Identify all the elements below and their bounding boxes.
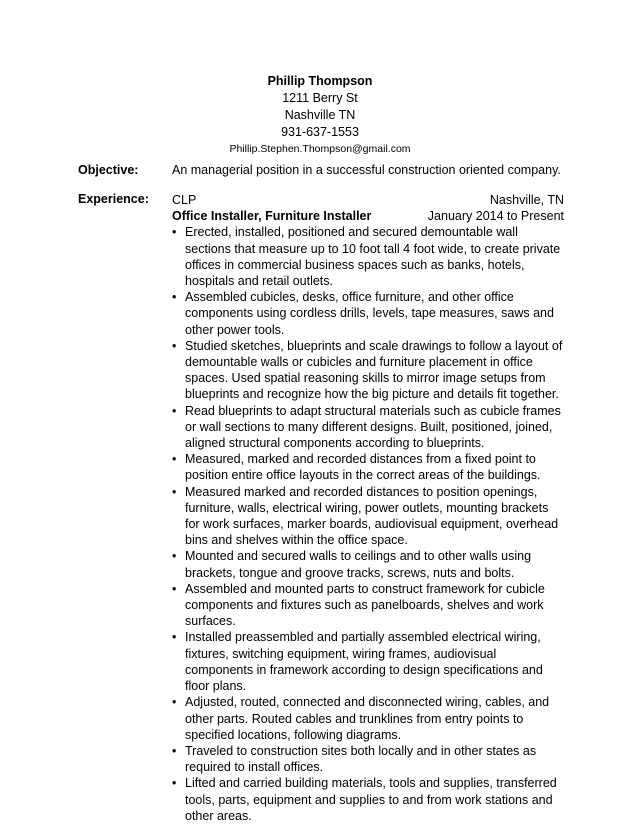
city-state: Nashville TN xyxy=(284,108,356,122)
duty-text: Read blueprints to adapt structural materials such as cubicle frames or wall sections to many different designs. Built, positioned, joined, aligned structural components according to blueprints. xyxy=(185,403,561,451)
position-line xyxy=(172,208,564,224)
list-item xyxy=(172,451,564,483)
list-item xyxy=(172,484,564,549)
bullet-icon: • xyxy=(172,452,177,467)
objective-label: Objective: xyxy=(78,163,139,177)
bullet-icon: • xyxy=(172,776,177,791)
employer-line xyxy=(172,192,564,208)
duty-text: Erected, installed, positioned and secured demountable wall sections that measure up to 10 foot tall 4 foot wide, to create private offices in commercial business spaces such as banks, hotels, hospitals and retail outlets. xyxy=(185,225,561,289)
bullet-icon: • xyxy=(172,403,177,418)
bullet-icon: • xyxy=(172,743,177,758)
bullet-icon: • xyxy=(172,630,177,645)
company-location: Nashville, TN xyxy=(489,193,564,207)
experience-label: Experience: xyxy=(78,192,149,206)
duty-text: Lifted and carried building materials, tools and supplies, transferred tools, parts, equipment and supplies to and from work stations and other areas. xyxy=(185,776,557,823)
list-item xyxy=(172,338,564,403)
bullet-icon: • xyxy=(172,549,177,564)
list-item xyxy=(172,775,564,824)
list-item xyxy=(172,694,564,743)
duties-list xyxy=(172,224,564,824)
bullet-icon: • xyxy=(172,484,177,499)
list-item xyxy=(172,289,564,338)
duty-text: Adjusted, routed, connected and disconnected wiring, cables, and other parts. Routed cables and trunklines from entry points to specified locations, following diagrams. xyxy=(185,695,550,742)
employment-dates: January 2014 to Present xyxy=(427,209,564,224)
list-item xyxy=(172,548,564,580)
phone-number: 931-637-1553 xyxy=(281,125,359,139)
list-item xyxy=(172,224,564,289)
applicant-name: Phillip Thompson xyxy=(267,74,373,88)
duty-text: Measured marked and recorded distances to position openings, furniture, walls, electrical wiring, power outlets, mounting brackets for work surfaces, marker boards, audiovisual equipment, overhead bins and shelves within the office space. xyxy=(185,484,559,548)
duty-text: Studied sketches, blueprints and scale drawings to follow a layout of demountable walls or cubicles and furniture placement in office spaces. Used spatial reasoning skills to mirror image setups from blueprints and recognize how the big picture and details fit together. xyxy=(185,338,563,402)
duty-text: Assembled cubicles, desks, office furniture, and other office components using cordless drills, levels, tape measures, saws and other power tools. xyxy=(185,290,554,337)
bullet-icon: • xyxy=(172,581,177,596)
duty-text: Measured, marked and recorded distances from a fixed point to position entire office layouts in the correct areas of the buildings. xyxy=(185,452,541,483)
duty-text: Traveled to construction sites both locally and in other states as required to install offices. xyxy=(185,743,537,775)
street-address: 1211 Berry St xyxy=(282,91,358,105)
duty-text: Assembled and mounted parts to construct framework for cubicle components and fixtures such as panelboards, shelves and work surfaces. xyxy=(185,581,545,629)
bullet-icon: • xyxy=(172,695,177,710)
list-item xyxy=(172,581,564,630)
bullet-icon: • xyxy=(172,225,177,240)
list-item xyxy=(172,403,564,452)
job-title: Office Installer, Furniture Installer xyxy=(172,209,372,224)
bullet-icon: • xyxy=(172,290,177,305)
duty-text: Installed preassembled and partially assembled electrical wiring, fixtures, switching equipment, wiring frames, audiovisual components in framework according to design specifications and floor plans. xyxy=(185,630,543,694)
list-item xyxy=(172,629,564,694)
duty-text: Mounted and secured walls to ceilings and to other walls using brackets, tongue and groove tracks, screws, nuts and bolts. xyxy=(185,549,532,580)
company-name: CLP xyxy=(172,193,197,207)
list-item xyxy=(172,743,564,775)
email-address: Phillip.Stephen.Thompson@gmail.com xyxy=(229,143,411,155)
contact-header xyxy=(170,73,470,157)
experience-section xyxy=(172,192,564,824)
objective-text: An managerial position in a successful construction oriented company. xyxy=(172,163,561,177)
bullet-icon: • xyxy=(172,338,177,353)
